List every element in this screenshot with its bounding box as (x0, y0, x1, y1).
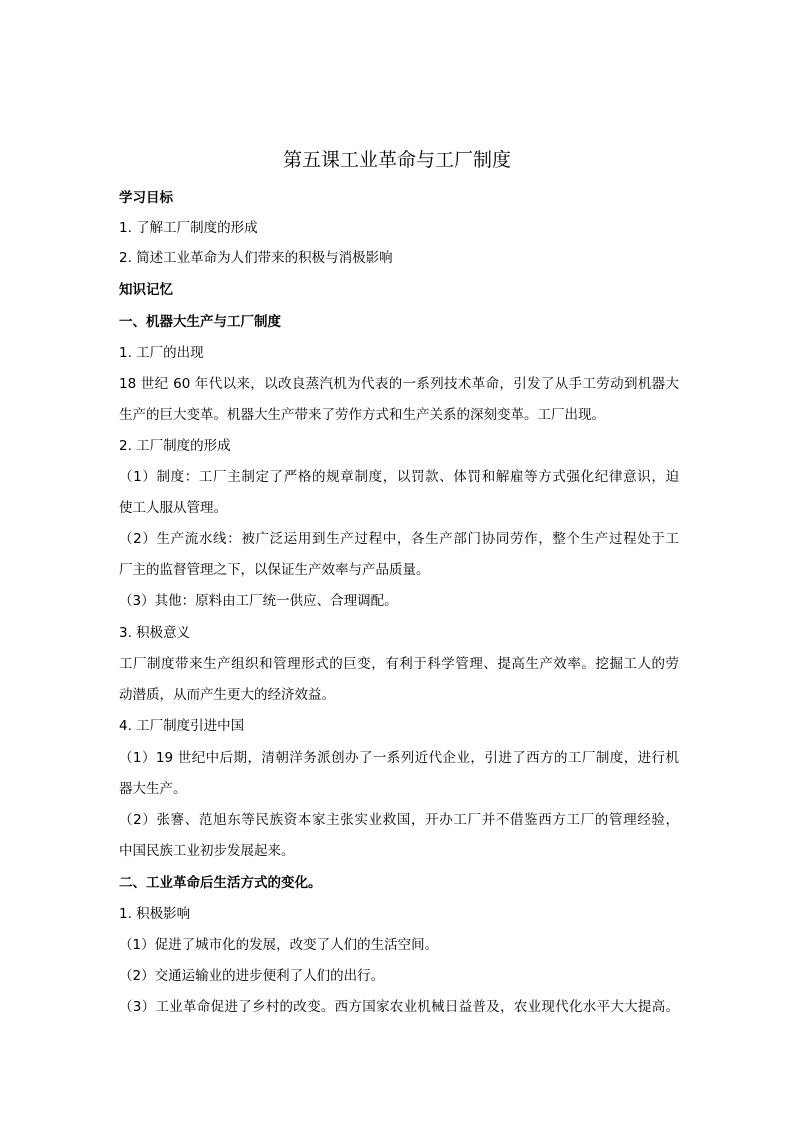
paragraph-line: （1）19 世纪中后期，清朝洋务派创办了一系列近代企业，引进了西方的工厂制度，进行机 (119, 750, 679, 766)
subheading-2: 2. 工厂制度的形成 (119, 438, 231, 454)
paragraph-line: 厂主的监督管理之下，以保证生产效率与产品质量。 (119, 562, 430, 578)
paragraph-line: 使工人服从管理。 (119, 500, 227, 516)
paragraph-line: （1）制度：工厂主制定了严格的规章制度，以罚款、体罚和解雇等方式强化纪律意识，迫 (119, 469, 679, 485)
paragraph-line: 生产的巨大变革。机器大生产带来了劳作方式和生产关系的深刻变革。工厂出现。 (119, 407, 605, 423)
paragraph-line: 中国民族工业初步发展起来。 (119, 843, 295, 859)
chapter-heading-2: 二、工业革命后生活方式的变化。 (119, 875, 322, 891)
paragraph-line: （2）张謇、范旭东等民族资本家主张实业救国，开办工厂并不借鉴西方工厂的管理经验， (119, 812, 679, 828)
subheading-5: 1. 积极影响 (119, 906, 191, 922)
section-heading-knowledge: 知识记忆 (119, 282, 173, 298)
chapter-heading-1: 一、机器大生产与工厂制度 (119, 314, 281, 330)
paragraph-line: （1）促进了城市化的发展，改变了人们的生活空间。 (119, 937, 439, 953)
paragraph-line: 动潜质，从而产生更大的经济效益。 (119, 687, 335, 703)
goal-item-2: 2. 简述工业革命为人们带来的积极与消极影响 (119, 250, 393, 266)
subheading-1: 1. 工厂的出现 (119, 345, 204, 361)
paragraph-line: （2）交通运输业的进步便利了人们的出行。 (119, 968, 385, 984)
goal-item-1: 1. 了解工厂制度的形成 (119, 220, 258, 236)
section-heading-learning-goals: 学习目标 (119, 190, 173, 206)
paragraph-line: 18 世纪 60 年代以来，以改良蒸汽机为代表的一系列技术革命，引发了从手工劳动到机器大 (119, 376, 679, 392)
paragraph-line: （3）工业革命促进了乡村的改变。西方国家农业机械日益普及，农业现代化水平大大提高。 (119, 999, 679, 1015)
page-title: 第五课工业革命与工厂制度 (282, 149, 511, 171)
subheading-3: 3. 积极意义 (119, 625, 191, 641)
paragraph-line: （2）生产流水线：被广泛运用到生产过程中，各生产部门协同劳作，整个生产过程处于工 (119, 531, 679, 547)
paragraph-line: （3）其他：原料由工厂统一供应、合理调配。 (119, 593, 398, 609)
subheading-4: 4. 工厂制度引进中国 (119, 718, 245, 734)
paragraph-line: 器大生产。 (119, 781, 187, 797)
paragraph-line: 工厂制度带来生产组织和管理形式的巨变，有利于科学管理、提高生产效率。挖掘工人的劳 (119, 656, 679, 672)
